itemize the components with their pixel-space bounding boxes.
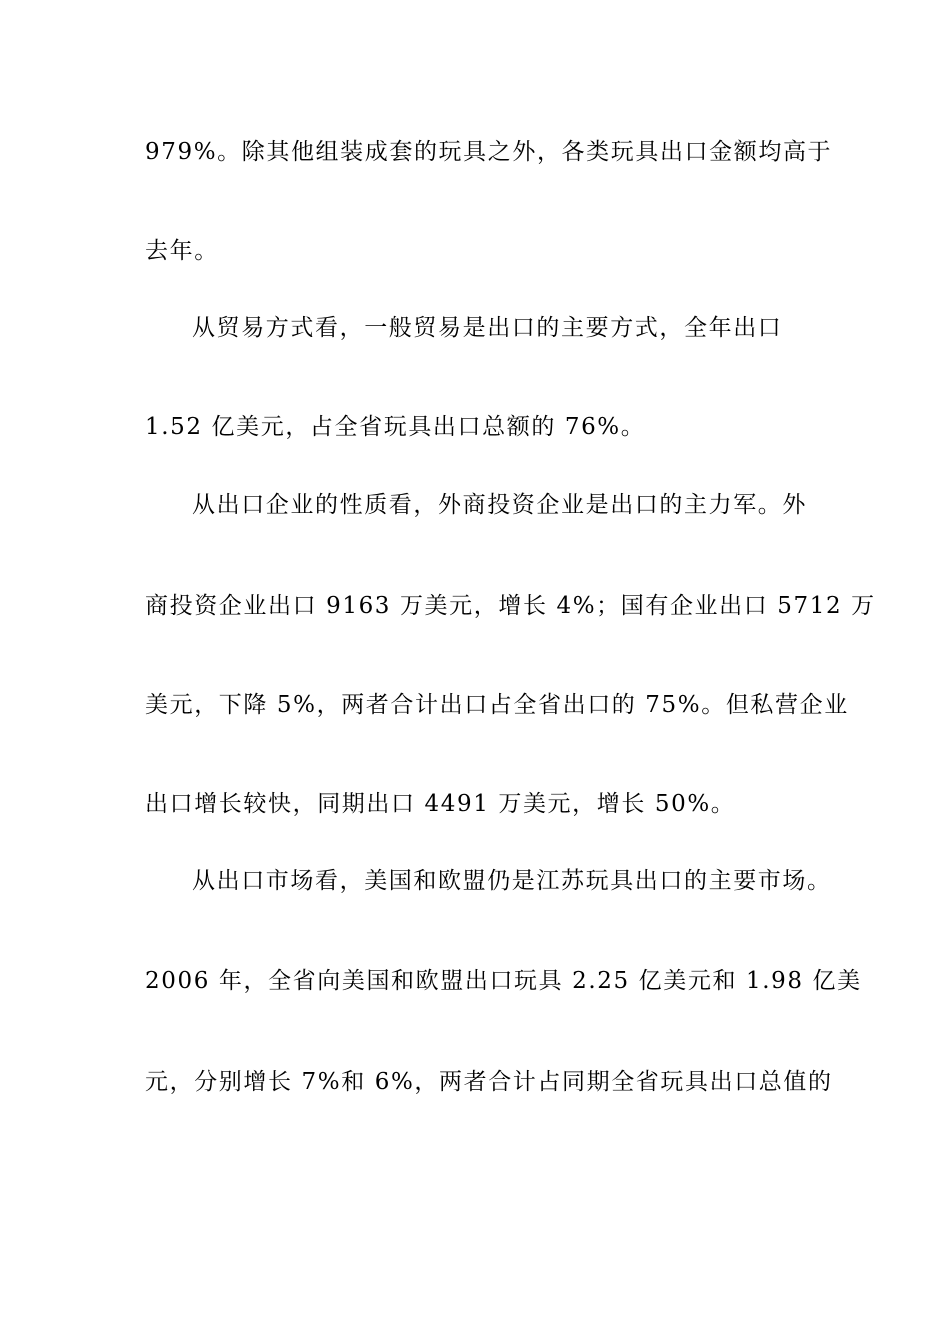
paragraph-start-line: 从出口企业的性质看，外商投资企业是出口的主力军。外: [192, 492, 807, 518]
text-line: 商投资企业出口 9163 万美元，增长 4%；国有企业出口 5712 万: [145, 593, 876, 619]
text-line: 出口增长较快，同期出口 4491 万美元，增长 50%。: [145, 791, 736, 817]
paragraph-start-line: 从出口市场看，美国和欧盟仍是江苏玩具出口的主要市场。: [192, 868, 832, 894]
text-line: 美元，下降 5%，两者合计出口占全省出口的 75%。但私营企业: [145, 692, 849, 718]
text-line: 1.52 亿美元，占全省玩具出口总额的 76%。: [145, 414, 646, 440]
text-line: 元，分别增长 7%和 6%，两者合计占同期全省玩具出口总值的: [145, 1069, 833, 1095]
paragraph-start-line: 从贸易方式看，一般贸易是出口的主要方式，全年出口: [192, 315, 783, 341]
text-line: 去年。: [145, 238, 219, 264]
text-line: 2006 年，全省向美国和欧盟出口玩具 2.25 亿美元和 1.98 亿美: [145, 968, 862, 994]
text-line: 979%。除其他组装成套的玩具之外，各类玩具出口金额均高于: [145, 139, 833, 165]
